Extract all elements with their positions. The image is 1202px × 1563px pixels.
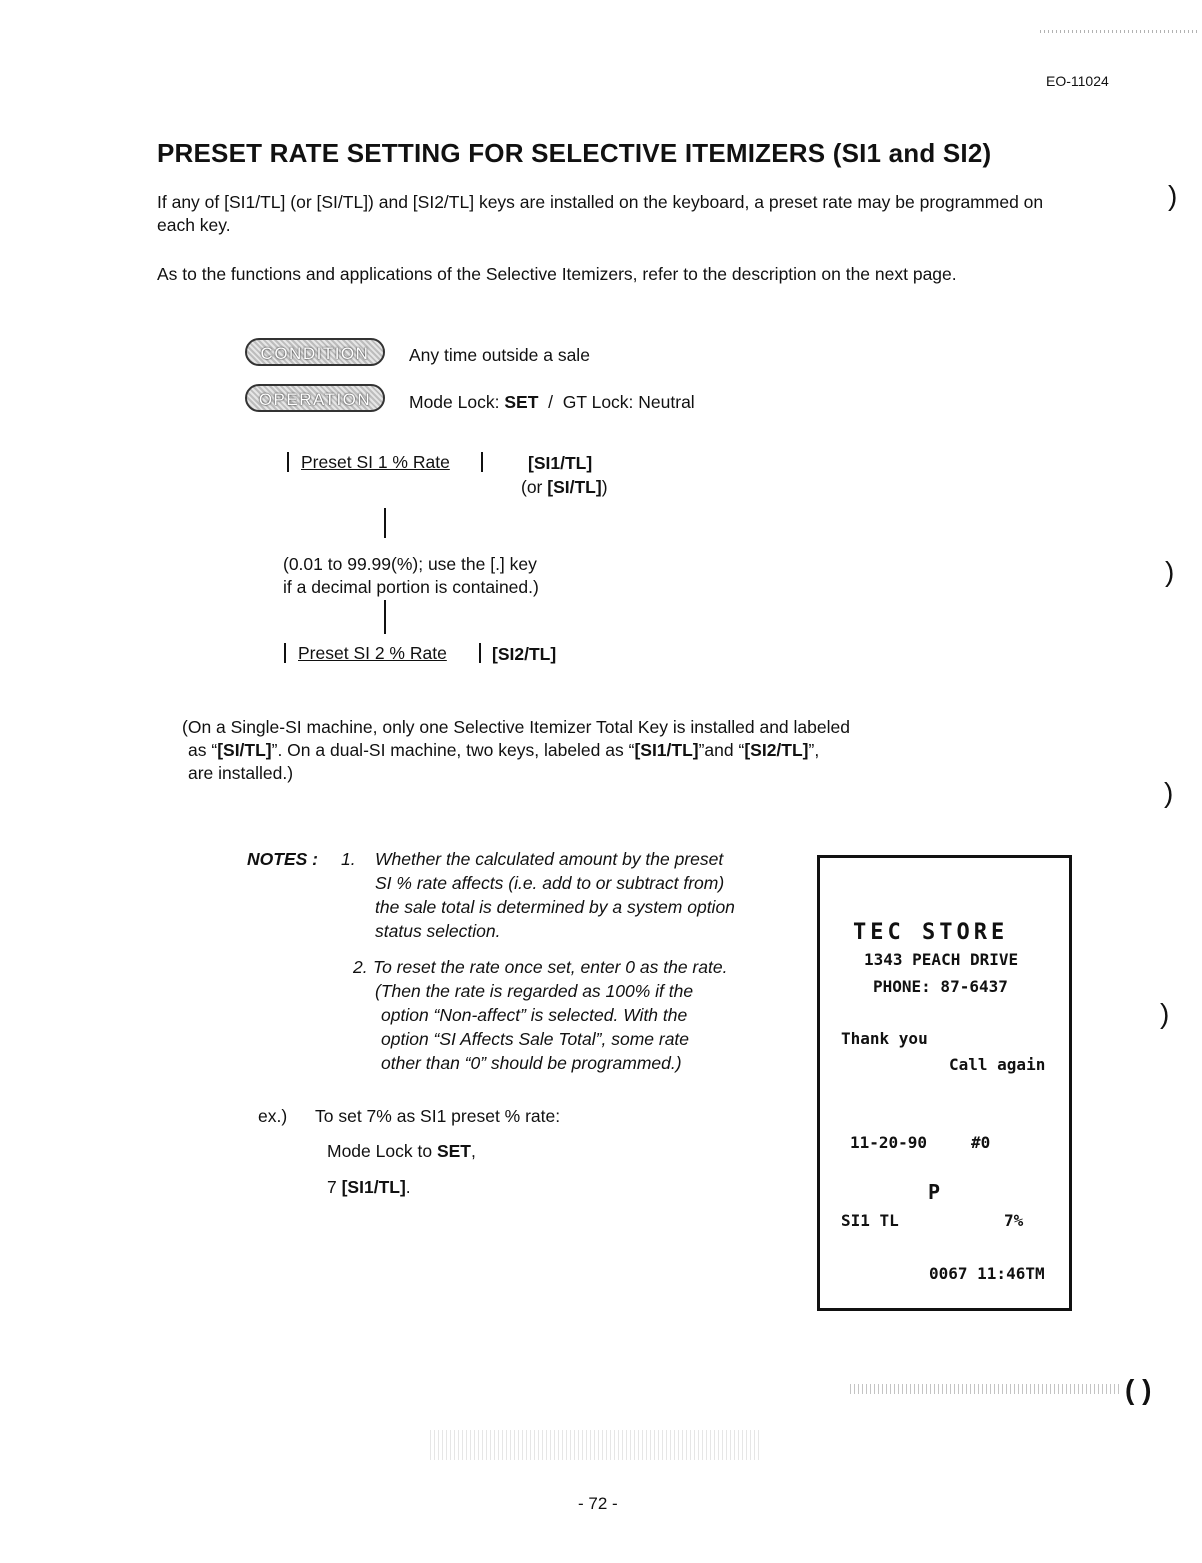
receipt-sample — [817, 855, 1072, 1311]
mode-lock-label: Mode Lock: — [409, 392, 500, 412]
receipt-date: 11-20-90 — [850, 1133, 928, 1152]
intro-paragraph-1: If any of [SI1/TL] (or [SI/TL]) and [SI2/TL] keys are installed on the keyboard, a preset rate may be programmed on each key. — [157, 192, 1044, 235]
flow-bracket — [287, 452, 289, 472]
receipt-rate: 7% — [1004, 1211, 1024, 1230]
rate-range-line-2: if a decimal portion is contained.) — [283, 577, 539, 597]
scan-noise — [430, 1430, 760, 1460]
example-line-3: 7 [SI1/TL]. — [327, 1177, 411, 1197]
document-id: EO-11024 — [1046, 73, 1109, 89]
receipt-mode: P — [928, 1180, 941, 1204]
note-1: Whether the calculated amount by the preset SI % rate affects (i.e. add to or subtract from) the sale total is determined by a system option status selection. — [375, 849, 735, 941]
si2-tl-key: [SI2/TL] — [492, 644, 557, 664]
flow-bracket — [481, 452, 483, 472]
example-line-2: Mode Lock to SET, — [327, 1141, 476, 1161]
rate-range-line-1: (0.01 to 99.99(%); use the [.] key — [283, 554, 537, 574]
flow-bracket — [479, 643, 481, 663]
receipt-address: 1343 PEACH DRIVE — [864, 950, 1019, 969]
operation-separator: / — [548, 392, 553, 412]
scan-noise — [1040, 30, 1200, 33]
machine-note-line-2: as “[SI/TL]”. On a dual-SI machine, two keys, labeled as “[SI1/TL]”and “[SI2/TL]”, — [188, 740, 820, 760]
binding-mark: ) — [1168, 180, 1178, 211]
flow-connector — [384, 508, 386, 538]
machine-note-line-3: are installed.) — [188, 763, 294, 783]
gt-lock-text: GT Lock: Neutral — [562, 392, 695, 412]
binding-mark: ) — [1164, 777, 1174, 808]
receipt-phone: PHONE: 87-6437 — [873, 977, 1008, 996]
note-1-number: 1. — [341, 849, 356, 869]
operation-badge: OPERATION — [245, 384, 385, 412]
receipt-register: #0 — [971, 1133, 991, 1152]
receipt-call-again: Call again — [949, 1055, 1046, 1074]
page-title: PRESET RATE SETTING FOR SELECTIVE ITEMIZERS (SI1 and SI2) — [157, 138, 992, 168]
notes-label: NOTES : — [247, 849, 318, 869]
receipt-footer: 0067 11:46TM — [929, 1264, 1045, 1283]
receipt-thanks: Thank you — [841, 1029, 928, 1048]
mode-lock-value: SET — [504, 392, 539, 412]
binding-mark: ) — [1160, 998, 1170, 1029]
intro-paragraph-2: As to the functions and applications of the Selective Itemizers, refer to the description on the next page. — [157, 264, 957, 284]
flow-bracket — [284, 643, 286, 663]
preset-si1-rate-entry: Preset SI 1 % Rate — [301, 452, 450, 472]
operation-text — [409, 392, 695, 413]
preset-si2-rate-entry: Preset SI 2 % Rate — [298, 643, 447, 663]
binding-mark: ) — [1165, 556, 1175, 587]
scan-noise — [850, 1384, 1120, 1394]
note-2: To reset the rate once set, enter 0 as the rate. (Then the rate is regarded as 100% if the option “Non-affect” is selected. With the option “SI Affects Sale Total”, some rate other than “0” should be programmed.) — [373, 957, 728, 1073]
condition-badge: CONDITION — [245, 338, 385, 366]
receipt-item: SI1 TL — [841, 1211, 899, 1230]
page-number: - 72 - — [578, 1494, 618, 1513]
example-line-1: To set 7% as SI1 preset % rate: — [315, 1106, 561, 1126]
condition-text: Any time outside a sale — [409, 345, 590, 365]
note-2-number: 2. — [353, 957, 368, 977]
receipt-store-name: TEC STORE — [853, 920, 1009, 945]
flow-connector — [384, 600, 386, 634]
si-tl-alt-key: (or [SI/TL]) — [521, 477, 608, 497]
binding-mark: ( ) — [1125, 1374, 1152, 1405]
si1-tl-key: [SI1/TL] — [528, 453, 593, 473]
example-label: ex.) — [258, 1106, 288, 1126]
machine-note-line-1: (On a Single-SI machine, only one Selective Itemizer Total Key is installed and labeled — [182, 717, 850, 737]
